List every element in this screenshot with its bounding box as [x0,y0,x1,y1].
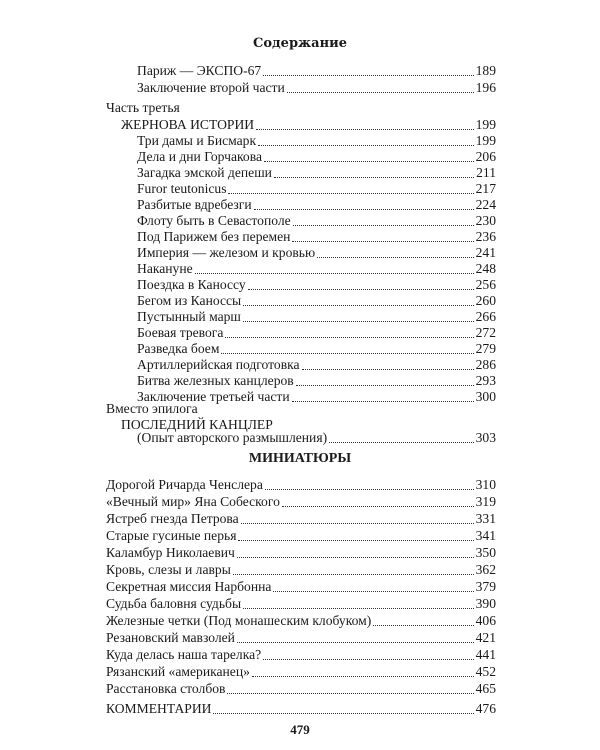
toc-entry-title: КОММЕНТАРИИ [106,701,212,716]
toc-entry-title: Резановский мавзолей [106,630,235,645]
toc-entry-title: Битва железных канцлеров [137,373,294,388]
toc-entry-title: Разбитые вдребезги [137,197,252,212]
toc-entry-page: 441 [475,647,496,662]
leader-dots [225,337,473,338]
leader-dots [264,161,474,162]
toc-entry-page: 211 [476,165,496,180]
leader-dots [233,574,474,575]
toc-part-heading[interactable] [121,117,496,133]
toc-entry-title: Ястреб гнезда Петрова [106,511,239,526]
toc-entry[interactable] [137,277,496,293]
toc-entry-page: 241 [475,245,496,260]
leader-dots [265,489,474,490]
leader-dots [256,129,473,130]
toc-entry-page: 196 [475,80,496,95]
toc-entry[interactable] [137,325,496,341]
leader-dots [258,145,474,146]
toc-entry-title: ЖЕРНОВА ИСТОРИИ [121,117,255,132]
leader-dots [263,659,473,660]
toc-entry-page: 236 [475,229,496,244]
toc-entry[interactable] [106,613,496,629]
leader-dots [241,523,474,524]
toc-entry-title: Куда делась наша тарелка? [106,647,262,662]
leader-dots [243,321,474,322]
toc-entry[interactable] [137,261,496,277]
toc-entry[interactable] [106,630,496,646]
toc-entry-page: 465 [475,681,496,696]
toc-entry[interactable] [137,293,496,309]
section-heading: МИНИАТЮРЫ [248,451,352,466]
toc-entry-page: 199 [475,133,496,148]
toc-entry-title: Секретная миссия Нарбонна [106,579,272,594]
leader-dots [263,75,473,76]
page-number: 479 [290,722,310,737]
toc-entry-page: 248 [475,261,496,276]
toc-entry[interactable] [137,357,496,373]
toc-entry-page: 390 [475,596,496,611]
toc-entry-title: Заключение третьей части [137,389,290,404]
leader-dots [248,289,474,290]
toc-entry[interactable] [106,545,496,561]
leader-dots [302,369,474,370]
toc-entry-page: 476 [475,701,496,716]
leader-dots [254,209,474,210]
toc-entry[interactable] [137,149,496,165]
epilogue-title: ПОСЛЕДНИЙ КАНЦЛЕР [121,417,273,432]
leader-dots [273,591,473,592]
page-title: Содержание [252,36,348,51]
leader-dots [228,193,473,194]
toc-entry[interactable] [106,681,496,697]
toc-entry[interactable] [137,165,496,181]
toc-entry[interactable] [137,213,496,229]
toc-entry[interactable] [137,341,496,357]
toc-entry-page: 266 [475,309,496,324]
toc-entry-page: 421 [475,630,496,645]
toc-entry-title: Кровь, слезы и лавры [106,562,231,577]
toc-entry[interactable] [106,494,496,510]
toc-entry-page: 230 [475,213,496,228]
toc-entry[interactable] [106,664,496,680]
toc-entry-title: Расстановка столбов [106,681,226,696]
leader-dots [195,273,474,274]
toc-entry[interactable] [137,133,496,149]
toc-entry-title: Поездка в Каноссу [137,277,246,292]
toc-entry[interactable] [137,309,496,325]
toc-entry-page: 303 [475,430,496,445]
toc-entry-title: Три дамы и Бисмарк [137,133,257,148]
leader-dots [243,608,474,609]
toc-entry-title: «Вечный мир» Яна Собеского [106,494,280,509]
toc-entry-page: 260 [475,293,496,308]
toc-entry-page: 206 [475,149,496,164]
toc-entry-page: 379 [475,579,496,594]
toc-entry-page: 331 [475,511,496,526]
toc-entry[interactable] [137,63,496,79]
toc-entry-title: Империя — железом и кровью [137,245,316,260]
leader-dots [227,693,473,694]
leader-dots [293,225,474,226]
toc-entry[interactable] [137,245,496,261]
toc-entry-title: Загадка эмской депеши [137,165,272,180]
toc-entry-page: 319 [475,494,496,509]
leader-dots [282,506,474,507]
toc-entry-page: 341 [475,528,496,543]
toc-entry[interactable] [106,562,496,578]
toc-entry[interactable] [137,197,496,213]
toc-entry-title: Каламбур Николаевич [106,545,235,560]
toc-entry-title: Флоту быть в Севастополе [137,213,291,228]
toc-entry-comments[interactable] [106,701,496,717]
leader-dots [243,305,473,306]
toc-entry[interactable] [137,80,496,96]
leader-dots [296,385,474,386]
leader-dots [287,92,474,93]
leader-dots [373,625,473,626]
toc-entry-page: 286 [475,357,496,372]
toc-entry-title: Заключение второй части [137,80,285,95]
toc-entry-title: Накануне [137,261,193,276]
leader-dots [213,713,473,714]
toc-entry-title: Старые гусиные перья [106,528,237,543]
toc-entry-title: Бегом из Каноссы [137,293,242,308]
toc-entry[interactable] [106,647,496,663]
leader-dots [329,442,474,443]
toc-entry-page: 293 [475,373,496,388]
toc-entry[interactable] [106,511,496,527]
toc-entry-title: Дорогой Ричарда Ченслера [106,477,263,492]
toc-entry[interactable] [106,528,496,544]
toc-entry-title: (Опыт авторского размышления) [137,430,328,445]
leader-dots [237,557,474,558]
leader-dots [238,540,473,541]
leader-dots [221,353,473,354]
toc-entry[interactable] [137,430,496,446]
part-label: Часть третья [106,100,180,115]
toc-entry-title: Пустынный марш [137,309,241,324]
toc-entry[interactable] [106,579,496,595]
toc-entry-page: 300 [475,389,496,404]
toc-entry-page: 189 [475,63,496,78]
toc-entry[interactable] [137,373,496,389]
toc-entry[interactable] [106,596,496,612]
toc-entry-page: 310 [475,477,496,492]
leader-dots [237,642,474,643]
toc-entry-title: Железные четки (Под монашеским клобуком) [106,613,372,628]
epilogue-label: Вместо эпилога [106,401,198,416]
toc-entry-title: Париж — ЭКСПО-67 [137,63,262,78]
leader-dots [274,177,474,178]
toc-entry-page: 199 [475,117,496,132]
toc-entry[interactable] [137,181,496,197]
leader-dots [252,676,474,677]
toc-entry-title: Артиллерийская подготовка [137,357,300,372]
toc-entry-title: Судьба баловня судьбы [106,596,242,611]
toc-entry-page: 406 [475,613,496,628]
toc-entry-title: Дела и дни Горчакова [137,149,262,164]
toc-entry-page: 279 [475,341,496,356]
toc-entry-title: Боевая тревога [137,325,224,340]
leader-dots [292,241,473,242]
toc-entry[interactable] [106,477,496,493]
toc-entry-title: Разведка боем [137,341,220,356]
toc-entry-title: Furor teutonicus [137,181,227,196]
toc-entry-page: 217 [475,181,496,196]
toc-entry-page: 350 [475,545,496,560]
toc-entry-page: 272 [475,325,496,340]
toc-entry[interactable] [137,229,496,245]
toc-entry-page: 224 [475,197,496,212]
toc-entry-title: Под Парижем без перемен [137,229,291,244]
toc-entry-page: 256 [475,277,496,292]
toc-entry-title: Рязанский «американец» [106,664,250,679]
leader-dots [292,401,474,402]
toc-entry-page: 362 [475,562,496,577]
leader-dots [317,257,473,258]
toc-entry-page: 452 [475,664,496,679]
